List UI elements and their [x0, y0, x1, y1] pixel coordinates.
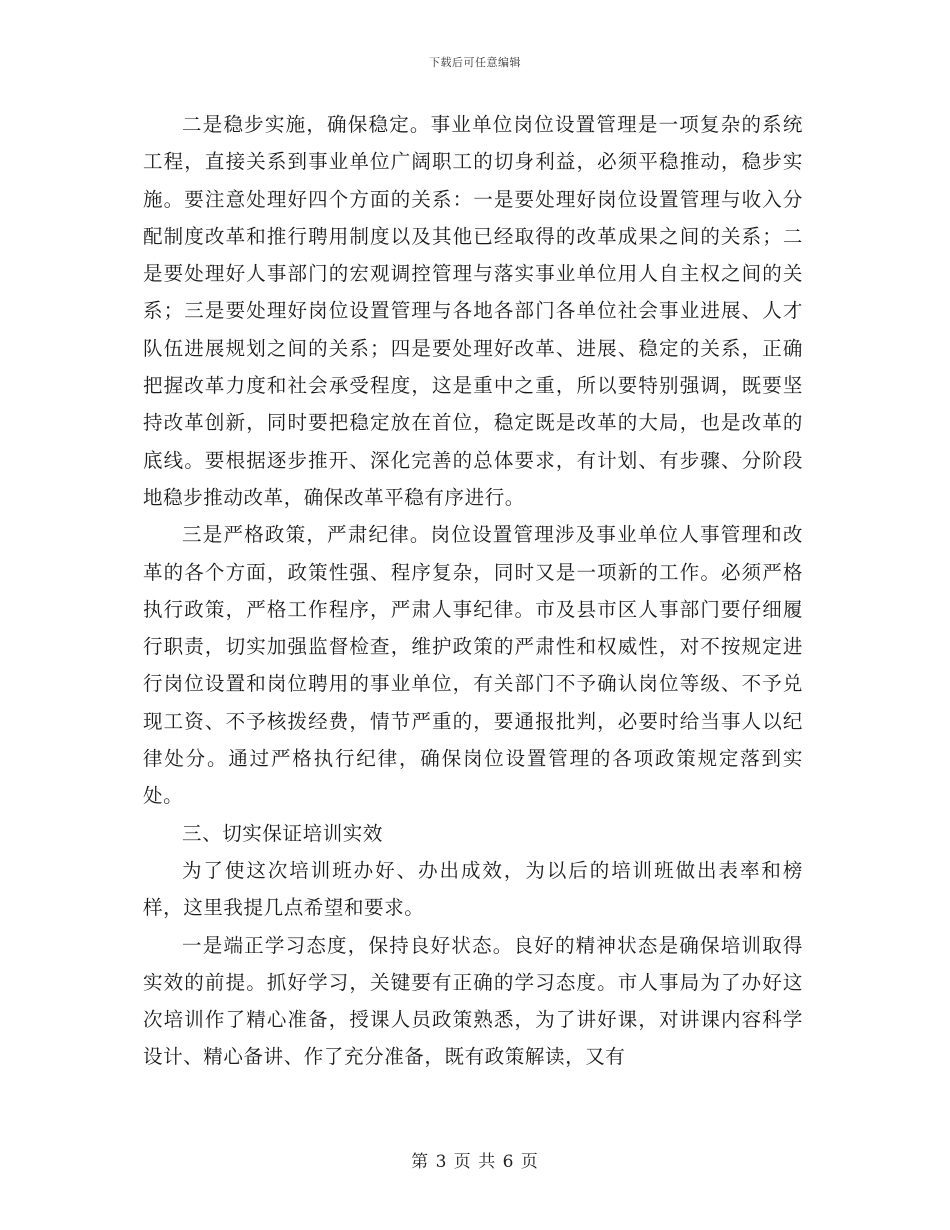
paragraph-learning-attitude: 一是端正学习态度，保持良好状态。良好的精神状态是确保培训取得实效的前提。抓好学习，关键要有正确的学习态度。市人事局为了办好这次培训作了精心准备，授课人员政策熟悉，为了讲好课，对讲课内容科学设计、精心备讲、作了充分准备，既有政策解读，又有 — [143, 933, 803, 1069]
paragraph-strict-policy: 三是严格政策，严肃纪律。岗位设置管理涉及事业单位人事管理和改革的各个方面，政策性强、程序复杂，同时又是一项新的工作。必须严格执行政策，严格工作程序，严肃人事纪律。市及县市区人事部门要仔细履行职责，切实加强监督检查，维护政策的严肃性和权威性，对不按规定进行岗位设置和岗位聘用的事业单位，有关部门不予确认岗位等级、不予兑现工资、不予核拨经费，情节严重的，要通报批判，必要时给当事人以纪律处分。通过严格执行纪律，确保岗位设置管理的各项政策规定落到实处。 — [143, 523, 803, 808]
section-heading-training: 三、切实保证培训实效 — [182, 821, 384, 845]
paragraph-steady-implementation: 二是稳步实施，确保稳定。事业单位岗位设置管理是一项复杂的系统工程，直接关系到事业单位广阔职工的切身利益，必须平稳推动，稳步实施。要注意处理好四个方面的关系：一是要处理好岗位设置管理与收入分配制度改革和推行聘用制度以及其他已经取得的改革成果之间的关系；二是要处理好人事部门的宏观调控管理与落实事业单位用人自主权之间的关系；三是要处理好岗位设置管理与各地各部门各单位社会事业进展、人才队伍进展规划之间的关系；四是要处理好改革、进展、稳定的关系，正确把握改革力度和社会承受程度，这是重中之重，所以要特别强调，既要坚持改革创新，同时要把稳定放在首位，稳定既是改革的大局，也是改革的底线。要根据逐步推开、深化完善的总体要求，有计划、有步骤、分阶段地稳步推动改革，确保改革平稳有序进行。 — [143, 113, 803, 509]
document-body — [143, 106, 803, 1076]
paragraph-training-intro: 为了使这次培训班办好、办出成效，为以后的培训班做出表率和榜样，这里我提几点希望和要求。 — [143, 858, 803, 920]
page-number: 第 3 页 共 6 页 — [411, 1152, 539, 1172]
page-header: 下载后可任意编辑 — [429, 56, 521, 69]
